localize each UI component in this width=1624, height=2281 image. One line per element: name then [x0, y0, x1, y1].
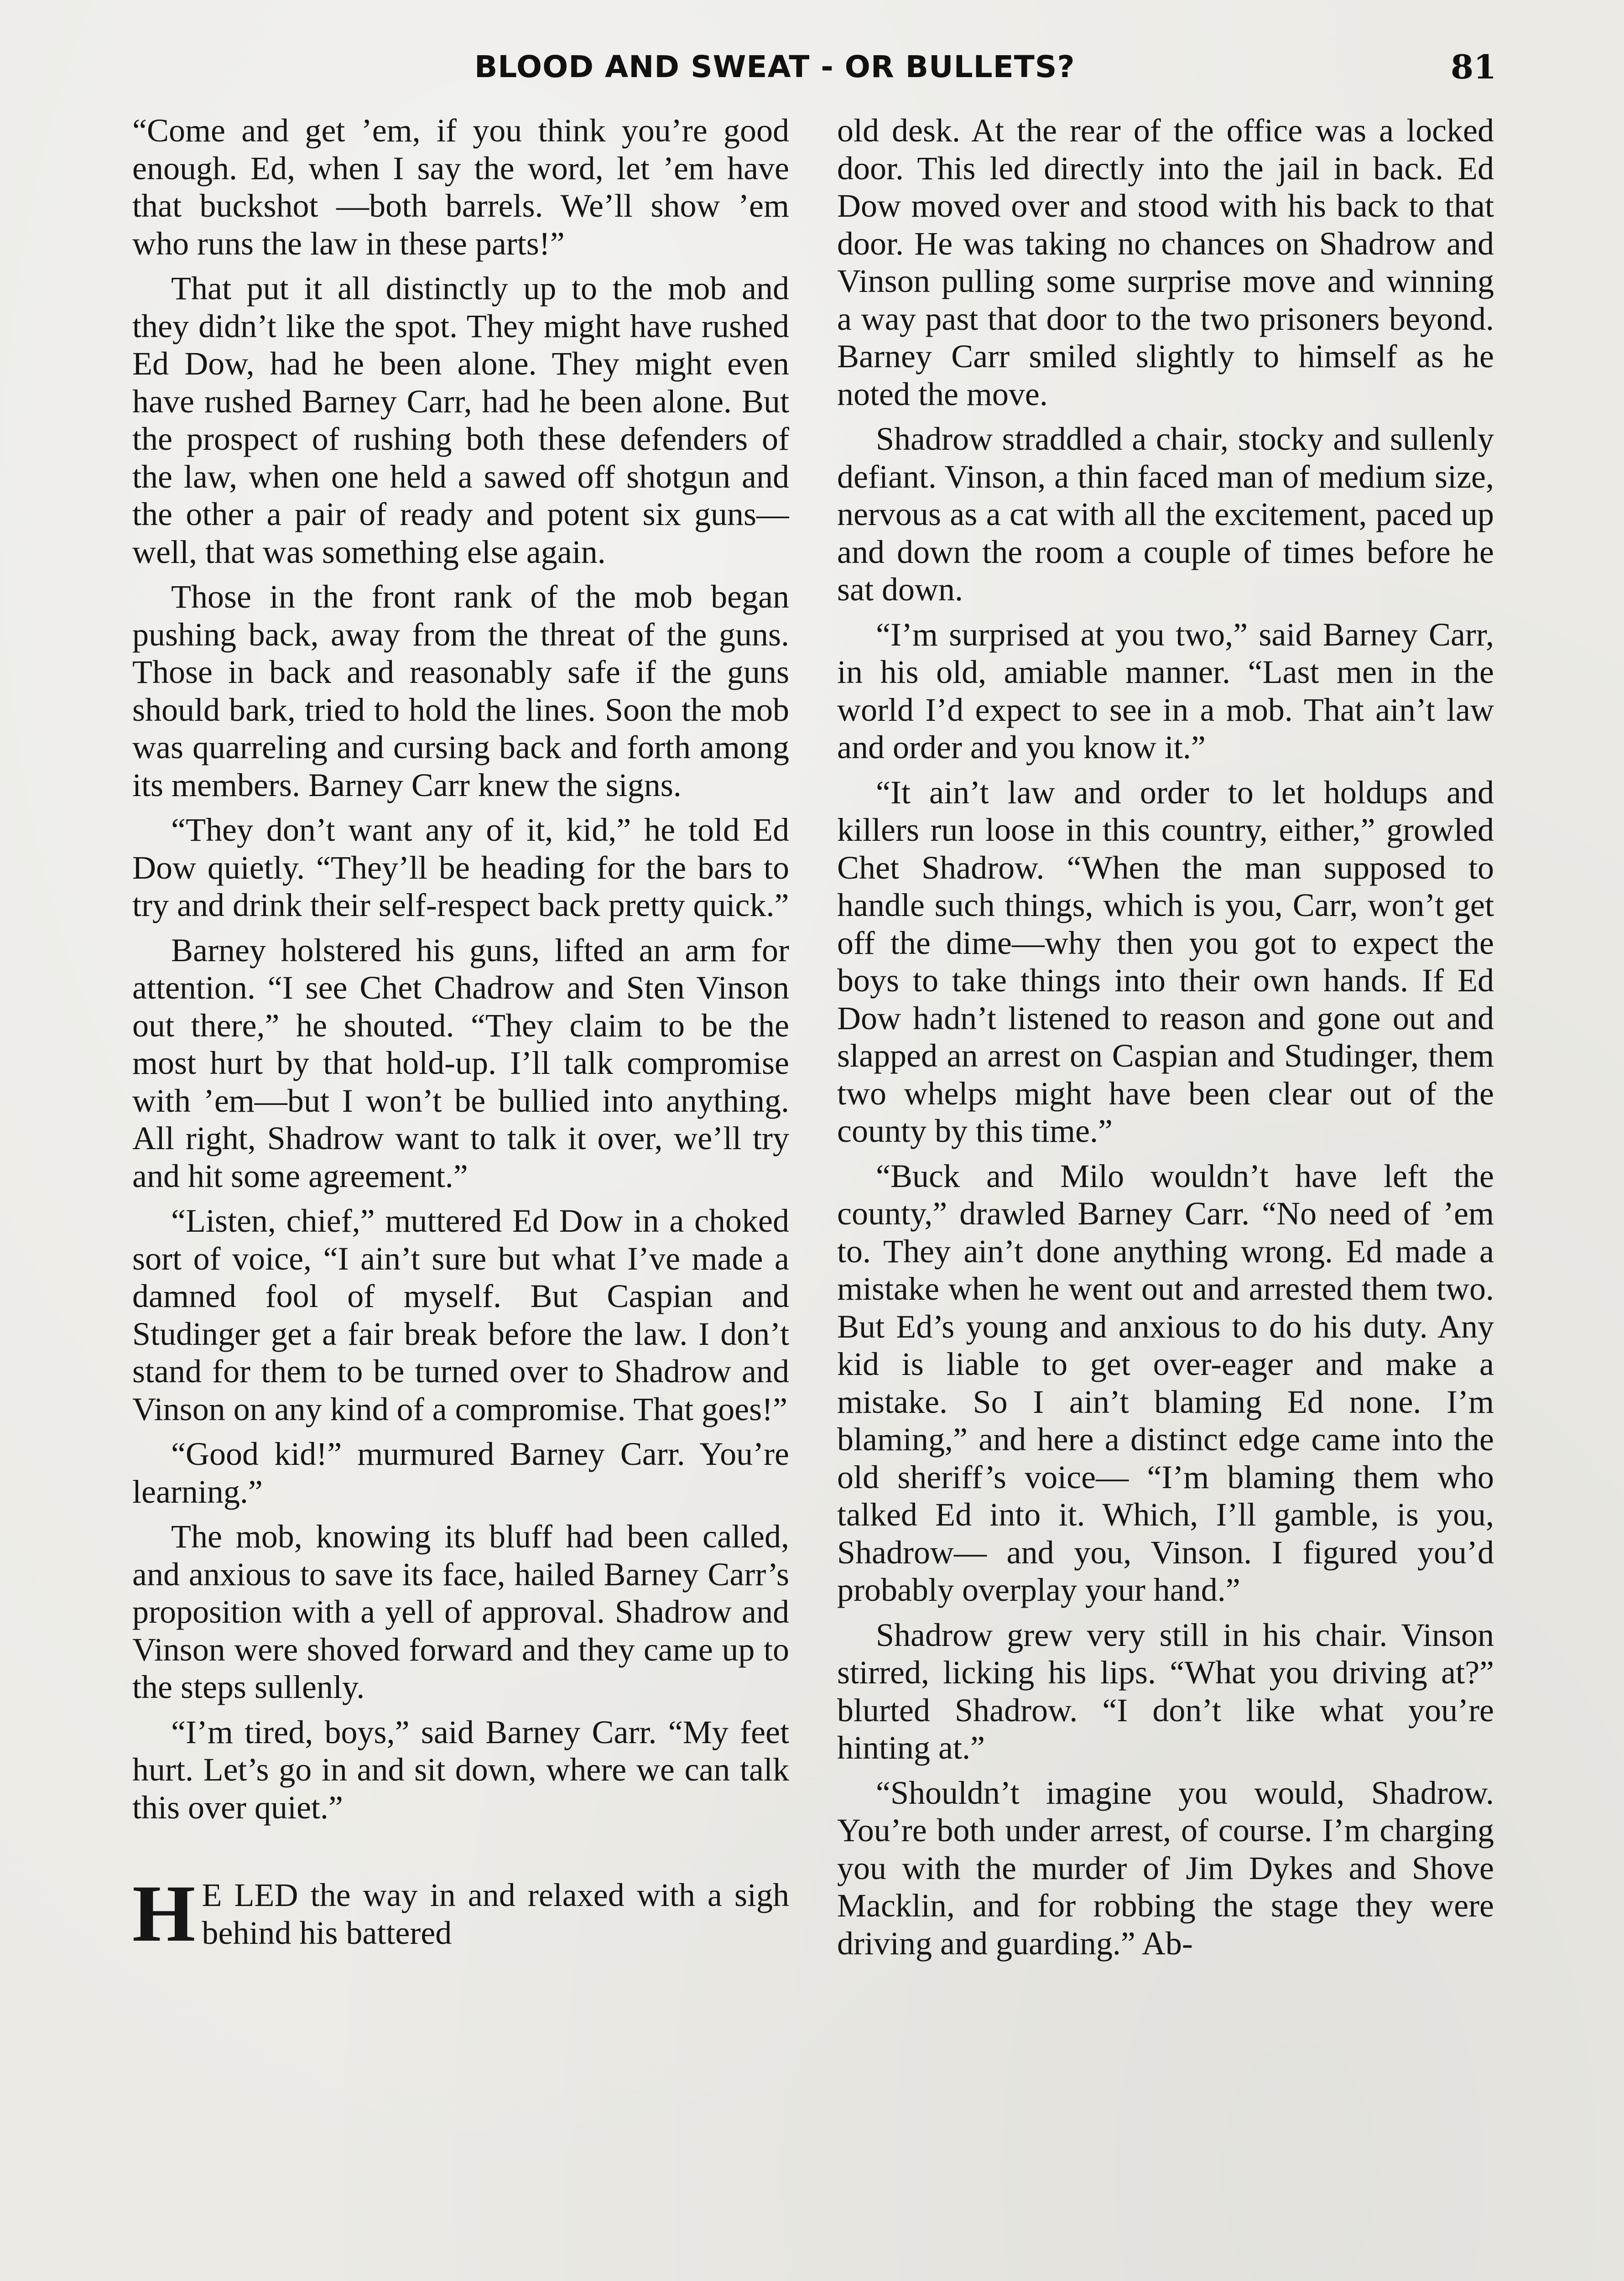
paragraph: Shadrow straddled a chair, stocky and sullenly defiant. Vinson, a thin faced man of medium size, nervous as a cat with all the excitement, paced up and down the room a couple of times before he sat down. — [837, 421, 1494, 608]
left-text-column — [132, 112, 789, 2281]
paragraph: “Good kid!” murmured Barney Carr. You’re learning.” — [132, 1436, 789, 1510]
paragraph: Shadrow grew very still in his chair. Vinson stirred, licking his lips. “What you driving at?” blurted Shadrow. “I don’t like what you’re hinting at.” — [837, 1616, 1494, 1766]
paragraph: “I’m surprised at you two,” said Barney Carr, in his old, amiable manner. “Last men in the world I’d expect to see in a mob. That ain’t law and order and you know it.” — [837, 616, 1494, 766]
section-opening-paragraph — [132, 1868, 789, 1958]
paragraph: “I’m tired, boys,” said Barney Carr. “My feet hurt. Let’s go in and sit down, where we can talk this over quiet.” — [132, 1713, 789, 1826]
paragraph: “Come and get ’em, if you think you’re good enough. Ed, when I say the word, let ’em have that buckshot —both barrels. We’ll show ’em who runs the law in these parts!” — [132, 112, 789, 262]
paragraph: “Shouldn’t imagine you would, Shadrow. You’re both under arrest, of course. I’m charging you with the murder of Jim Dykes and Shove Macklin, and for robbing the stage they were driving and guarding.” Ab- — [837, 1774, 1494, 1962]
paragraph: The mob, knowing its bluff had been called, and anxious to save its face, hailed Barney Carr’s proposition with a yell of approval. Shadrow and Vinson were shoved forward and they came up to the steps sullenly. — [132, 1518, 789, 1705]
paragraph: Barney holstered his guns, lifted an arm for attention. “I see Chet Chadrow and Sten Vinson out there,” he shouted. “They claim to be the most hurt by that hold-up. I’ll talk compromise with ’em—but I won’t be bullied into anything. All right, Shadrow want to talk it over, we’ll try and hit some agreement.” — [132, 932, 789, 1194]
paragraph: Those in the front rank of the mob began pushing back, away from the threat of the guns. Those in back and reasonably safe if the guns should bark, tried to hold the lines. Soon the mob was quarreling and cursing back and forth among its members. Barney Carr knew the signs. — [132, 578, 789, 803]
paragraph: “Listen, chief,” muttered Ed Dow in a choked sort of voice, “I ain’t sure but what I’ve made a damned fool of myself. But Caspian and Studinger get a fair break before the law. I don’t stand for them to be turned over to Shadrow and Vinson on any kind of a compromise. That goes!” — [132, 1203, 789, 1427]
paragraph: “It ain’t law and order to let holdups and killers run loose in this country, either,” growled Chet Shadrow. “When the man supposed to handle such things, which is you, Carr, won’t get off the dime—why then you got to expect the boys to take things into their own hands. If Ed Dow hadn’t listened to reason and gone out and slapped an arrest on Caspian and Studinger, them two whelps might have been clear out of the county by this time.” — [837, 774, 1494, 1149]
paragraph: That put it all distinctly up to the mob and they didn’t like the spot. They might have rushed Ed Dow, had he been alone. They might even have rushed Barney Carr, had he been alone. But the prospect of rushing both these defenders of the law, when one held a sawed off shotgun and the other a pair of ready and potent six guns—well, that was something else again. — [132, 270, 789, 570]
page-number: 81 — [1451, 47, 1497, 86]
continued-paragraph: old desk. At the rear of the office was a locked door. This led directly into the jail in back. Ed Dow moved over and stood with his back to that door. He was taking no chances on Shadrow and Vinson pulling some surprise move and winning a way past that door to the two prisoners beyond. Barney Carr smiled slightly to himself as he noted the move. — [837, 112, 1494, 412]
drop-cap-letter: H — [132, 1868, 196, 1958]
drop-cap-paragraph-text: E LED the way in and relaxed with a sigh behind his battered — [202, 1877, 789, 1951]
paragraph: “Buck and Milo wouldn’t have left the county,” drawled Barney Carr. “No need of ’em to. They ain’t done anything wrong. Ed made a mistake when he went out and arrested them two. But Ed’s young and anxious to do his duty. Any kid is liable to get over-eager and make a mistake. So I ain’t blaming Ed none. I’m blaming,” and here a distinct edge came into the old sheriff’s voice— “I’m blaming them who talked Ed into it. Which, I’ll gamble, is you, Shadrow— and you, Vinson. I figured you’d probably overplay your hand.” — [837, 1157, 1494, 1608]
paragraph: “They don’t want any of it, kid,” he told Ed Dow quietly. “They’ll be heading for the bars to try and drink their self-respect back pretty quick.” — [132, 812, 789, 923]
running-title: BLOOD AND SWEAT - OR BULLETS? — [474, 49, 1075, 84]
right-text-column — [837, 112, 1494, 2281]
